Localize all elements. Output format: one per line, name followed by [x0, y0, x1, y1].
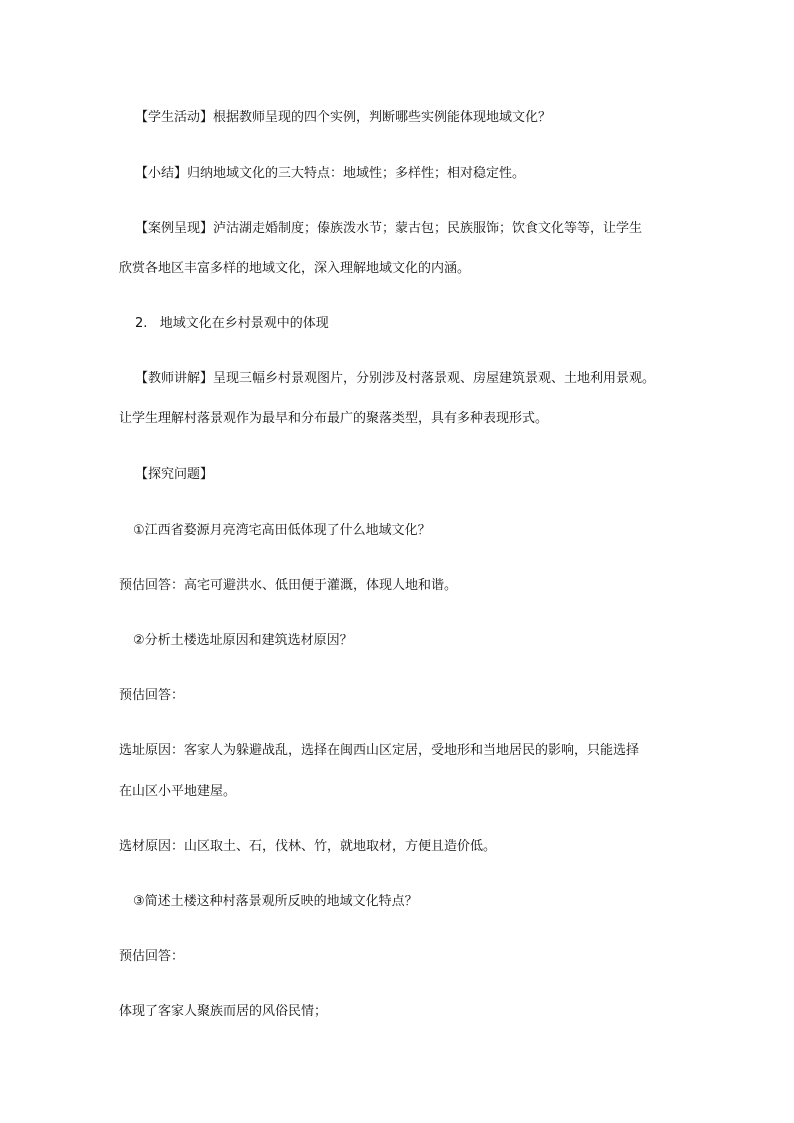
paragraph-student-activity: 【学生活动】根据教师呈现的四个实例，判断哪些实例能体现地域文化？	[135, 110, 552, 125]
question-1: ①江西省婺源月亮湾宅高田低体现了什么地域文化？	[133, 523, 431, 538]
question-2: ②分析土楼选址原因和建筑选材原因？	[133, 633, 353, 648]
inquiry-heading: 【探究问题】	[135, 467, 214, 482]
answer-3-text: 体现了客家人聚族而居的风俗民情；	[119, 1004, 328, 1019]
answer-2-material-reason: 选材原因：山区取土、石，伐林、竹，就地取材，方便且造价低。	[119, 839, 497, 854]
answer-2-site-reason-cont: 在山区小平地建屋。	[119, 784, 237, 799]
question-3: ③简述土楼这种村落景观所反映的地域文化特点？	[133, 894, 418, 909]
paragraph-case-presentation-cont: 欣赏各地区丰富多样的地域文化，深入理解地域文化的内涵。	[119, 261, 471, 276]
answer-1: 预估回答：高宅可避洪水、低田便于灌溉，体现人地和谐。	[119, 578, 458, 593]
paragraph-teacher-explanation-cont: 让学生理解村落景观作为最早和分布最广的聚落类型，具有多种表现形式。	[119, 411, 549, 426]
section-heading-2: 2. 地域文化在乡村景观中的体现	[135, 316, 329, 331]
paragraph-teacher-explanation: 【教师讲解】呈现三幅乡村景观图片，分别涉及村落景观、房屋建筑景观、土地利用景观。	[135, 371, 656, 386]
paragraph-summary: 【小结】归纳地域文化的三大特点：地域性；多样性；相对稳定性。	[135, 166, 526, 181]
answer-2-label: 预估回答：	[119, 688, 185, 703]
answer-3-label: 预估回答：	[119, 949, 185, 964]
paragraph-case-presentation: 【案例呈现】泸沽湖走婚制度；傣族泼水节；蒙古包；民族服饰；饮食文化等等，让学生	[135, 221, 643, 236]
answer-2-site-reason: 选址原因：客家人为躲避战乱，选择在闽西山区定居，受地形和当地居民的影响，只能选择	[119, 743, 640, 758]
